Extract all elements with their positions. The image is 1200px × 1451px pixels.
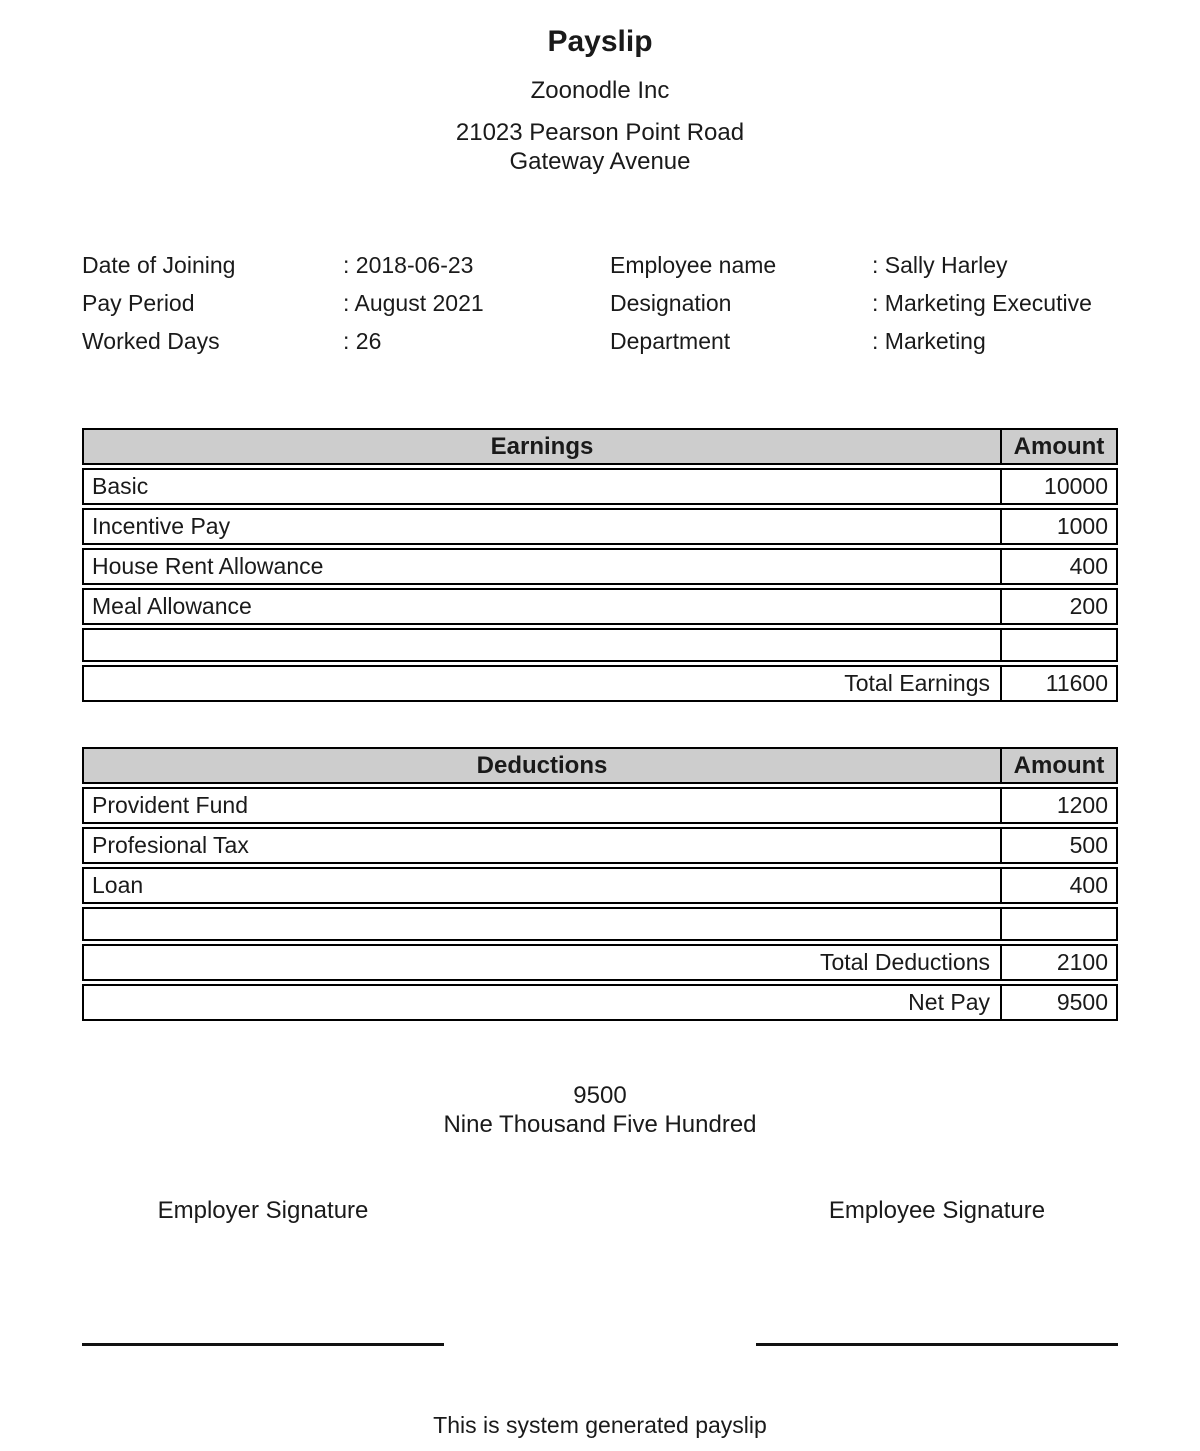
table-row-empty: [82, 628, 1118, 662]
earnings-total-row: [82, 665, 1118, 702]
info-label-worked-days: Worked Days: [82, 328, 220, 354]
info-value-designation: : Marketing Executive: [872, 290, 1092, 316]
table-row: [82, 827, 1118, 864]
info-value-department: : Marketing: [872, 328, 986, 354]
net-pay-summary: [82, 1081, 1118, 1139]
net-pay-figure: 9500: [573, 1082, 627, 1109]
table-row: [82, 468, 1118, 505]
earnings-table-title: Earnings: [490, 433, 594, 460]
table-row: [82, 508, 1118, 545]
info-value-employee-name: : Sally Harley: [872, 252, 1008, 278]
table-row: [82, 867, 1118, 904]
row-amount: 500: [1000, 829, 1116, 862]
table-row: [82, 548, 1118, 585]
deductions-amount-header: Amount: [1000, 749, 1116, 782]
info-value-date-of-joining: : 2018-06-23: [343, 252, 474, 278]
total-earnings-label: Total Earnings: [844, 670, 990, 696]
signature-lines: [82, 1343, 1118, 1346]
deductions-table-title: Deductions: [476, 752, 608, 779]
info-label-pay-period: Pay Period: [82, 290, 195, 316]
row-label: Loan: [92, 872, 144, 898]
row-label: Incentive Pay: [92, 513, 231, 539]
employee-signature-label: Employee Signature: [828, 1197, 1046, 1224]
footer-note: This is system generated payslip: [433, 1412, 767, 1438]
net-pay-row: [82, 984, 1118, 1021]
deductions-table: [82, 747, 1118, 1021]
row-label: Profesional Tax: [92, 832, 249, 858]
row-amount: 1200: [1000, 789, 1116, 822]
deductions-header-row: [82, 747, 1118, 784]
row-label: Basic: [92, 473, 149, 499]
row-label: [84, 909, 1000, 939]
table-row: [82, 588, 1118, 625]
company-address: [82, 118, 1118, 176]
info-value-worked-days: : 26: [343, 328, 382, 354]
employer-signature-line: [82, 1343, 444, 1346]
row-label: House Rent Allowance: [92, 553, 324, 579]
net-pay-words: Nine Thousand Five Hundred: [443, 1111, 757, 1138]
row-amount: 1000: [1000, 510, 1116, 543]
company-name: Zoonodle Inc: [530, 77, 670, 104]
page-title: Payslip: [547, 25, 653, 58]
signature-labels: [82, 1197, 1118, 1225]
row-amount: [1000, 909, 1116, 939]
total-earnings-amount: 11600: [1000, 667, 1116, 700]
table-row: [82, 787, 1118, 824]
row-amount: 10000: [1000, 470, 1116, 503]
row-amount: 200: [1000, 590, 1116, 623]
info-label-employee-name: Employee name: [610, 252, 777, 278]
earnings-table: [82, 428, 1118, 702]
row-label: Meal Allowance: [92, 593, 252, 619]
info-label-department: Department: [610, 328, 731, 354]
net-pay-amount: 9500: [1000, 986, 1116, 1019]
employee-info-grid: [82, 246, 1118, 360]
earnings-amount-header: Amount: [1000, 430, 1116, 463]
earnings-header-row: [82, 428, 1118, 465]
row-amount: [1000, 630, 1116, 660]
info-label-date-of-joining: Date of Joining: [82, 252, 236, 278]
company-address-line1: 21023 Pearson Point Road: [455, 119, 745, 146]
employer-signature-label: Employer Signature: [157, 1197, 369, 1224]
deductions-total-row: [82, 944, 1118, 981]
row-label: [84, 630, 1000, 660]
row-amount: 400: [1000, 869, 1116, 902]
employee-signature-line: [756, 1343, 1118, 1346]
info-value-pay-period: : August 2021: [343, 290, 484, 316]
total-deductions-label: Total Deductions: [819, 949, 990, 975]
info-label-designation: Designation: [610, 290, 732, 316]
total-deductions-amount: 2100: [1000, 946, 1116, 979]
net-pay-label: Net Pay: [908, 989, 990, 1015]
row-amount: 400: [1000, 550, 1116, 583]
table-row-empty: [82, 907, 1118, 941]
company-address-line2: Gateway Avenue: [509, 148, 691, 175]
row-label: Provident Fund: [92, 792, 248, 818]
